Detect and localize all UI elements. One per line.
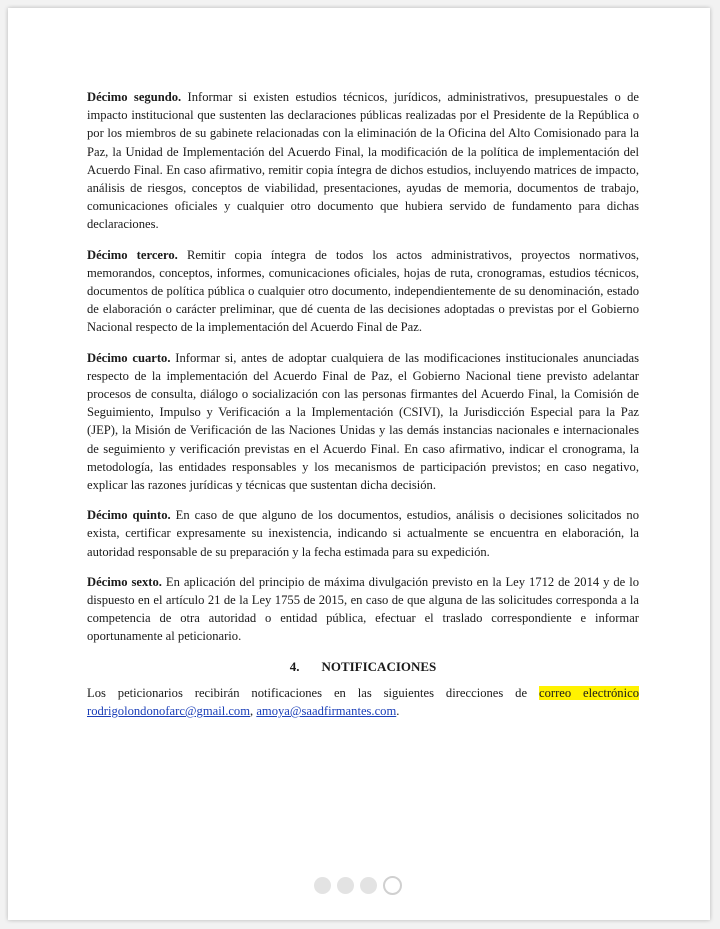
document-content — [87, 88, 639, 732]
section-heading — [87, 658, 639, 676]
paragraph-heading: Décimo tercero. — [87, 247, 178, 262]
section-number: 4. — [289, 658, 300, 674]
highlighted-text: correo electrónico — [538, 685, 639, 700]
page-dot[interactable] — [337, 877, 354, 894]
paragraph-decimo-sexto — [87, 573, 639, 646]
paragraph-heading: Décimo cuarto. — [87, 350, 171, 365]
page-dot[interactable] — [314, 877, 331, 894]
section-title: NOTIFICACIONES — [321, 658, 437, 674]
page-indicator — [314, 876, 402, 895]
paragraph-text: Remitir copia íntegra de todos los actos administrativos, proyectos normativos, memorandos, conceptos, informes, comunicaciones oficiales, hojas de ruta, cronogramas, estudios técnicos, documentos de política pública o cualquier otro documento, independientemente de su denominación, estado de elaboración o carácter preliminar, que dé cuenta de las decisiones adoptadas o previstas por el Gobierno Nacional respecto de la implementación del Acuerdo Final de Paz. — [87, 247, 639, 335]
paragraph-decimo-quinto — [87, 506, 639, 561]
paragraph-decimo-tercero — [87, 246, 639, 337]
paragraph-text: En caso de que alguno de los documentos, estudios, análisis o decisiones solicitados no exista, certificar expresamente su inexistencia, indicando si actualmente se encuentra en elaboración, la autoridad responsable de su preparación y la fecha estimada para su expedición. — [87, 508, 640, 559]
paragraph-text: En aplicación del principio de máxima divulgación previsto en la Ley 1712 de 2014 y de lo dispuesto en el artículo 21 de la Ley 1755 de 2015, en caso de que alguna de las solicitudes corresponda a la competencia de otra autoridad o entidad pública, efectuar el traslado correspondiente e informar oportunamente al peticionario. — [87, 574, 639, 644]
paragraph-heading: Décimo quinto. — [87, 508, 171, 523]
paragraph-decimo-segundo — [87, 88, 639, 234]
notification-text: Los peticionarios recibirán notificaciones en las siguientes direcciones de — [87, 685, 539, 700]
page-dot-active[interactable] — [383, 876, 402, 895]
paragraph-text: Informar si existen estudios técnicos, jurídicos, administrativos, presupuestales o de impacto institucional que sustenten las declaraciones públicas realizadas por el Presidente de la República o por los miembros de su gabinete relacionadas con la eliminación de la Oficina del Alto Comisionado para la Paz, la Unidad de Implementación del Acuerdo Final, la modificación de la política de implementación del Acuerdo Final. En caso afirmativo, remitir copia íntegra de dichos estudios, incluyendo matrices de impacto, análisis de riesgos, conceptos de viabilidad, presentaciones, ayudas de memoria, documentos de trabajo, comunicaciones oficiales y cualquier otro documento que hubiera servido de fundamento para dichas declaraciones. — [87, 90, 639, 232]
paragraph-heading: Décimo sexto. — [87, 574, 162, 589]
page-dot[interactable] — [360, 877, 377, 894]
email-link-2[interactable]: amoya@saadfirmantes.com — [256, 704, 397, 719]
document-page — [8, 8, 710, 920]
paragraph-text: Informar si, antes de adoptar cualquiera de las modificaciones institucionales anunciadas respecto de la implementación del Acuerdo Final de Paz, el Gobierno Nacional tiene previsto adelantar procesos de consulta, diálogo o socialización con las personas firmantes del Acuerdo Final, la Comisión de Seguimiento, Impulso y Verificación a la Implementación (CSIVI), la Jurisdicción Especial para la Paz (JEP), la Misión de Verificación de las Naciones Unidas y las demás instancias nacionales e internacionales de seguimiento y verificación previstas en el Acuerdo Final. En caso afirmativo, indicar el cronograma, la metodología, las entidades responsables y los mecanismos de participación previstos; en caso negativo, explicar las razones jurídicas y técnicas que sustentan dicha decisión. — [87, 350, 639, 493]
notification-end: . — [396, 704, 400, 719]
email-separator: , — [250, 704, 257, 719]
email-link-1[interactable]: rodrigolondonofarc@gmail.com — [87, 704, 251, 719]
notification-paragraph — [87, 684, 639, 720]
paragraph-decimo-cuarto — [87, 349, 639, 495]
paragraph-heading: Décimo segundo. — [87, 90, 182, 104]
